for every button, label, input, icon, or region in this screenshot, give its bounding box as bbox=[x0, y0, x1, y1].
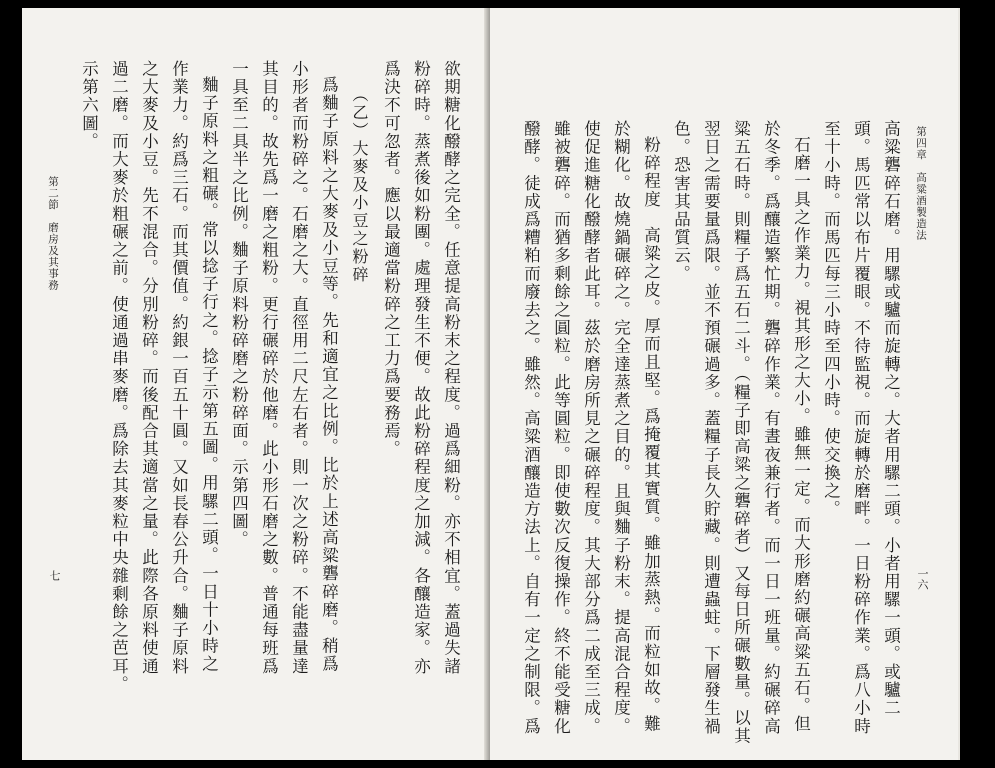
right-col-1: 高粱礱碎石磨。用騾或驢而旋轉之。大者用騾二頭。小者用騾一頭。或驢二 bbox=[881, 120, 901, 718]
right-col-4: 石磨一具之作業力。視其形之大小。雖無一定。而大形磨約碾高粱五石。但 bbox=[791, 136, 811, 734]
book-spread bbox=[22, 8, 970, 760]
right-running-header: 第四章 高粱酒製造法 bbox=[915, 126, 927, 241]
left-col-8: 一具至二具半之比例。麯子原料粉碎磨之粉碎面。示第四圖。 bbox=[229, 60, 249, 549]
right-col-8: 色。恐害其品質云。 bbox=[671, 120, 691, 283]
right-col-13: 醱酵。徒成爲糟粕而廢去之。雖然。高粱酒釀造方法上。自有一定之制限。爲 bbox=[521, 120, 541, 736]
left-page-number: 七 bbox=[48, 570, 61, 581]
left-col-3: 爲決不可忽者。應以最適當粉碎之工力爲要務焉。 bbox=[381, 60, 401, 459]
left-col-11: 之大麥及小豆。先不混合。分別粉碎。而後配合其適當之量。此際各原料使通 bbox=[139, 60, 159, 676]
right-col-5: 於冬季。爲釀造繁忙期。礱碎作業。有晝夜兼行者。而一日一班量。約碾碎高 bbox=[761, 120, 781, 736]
right-col-9: 粉碎程度 高粱之皮。厚而且堅。爲掩覆其實質。雖加蒸熱。而粒如故。難 bbox=[641, 136, 661, 734]
left-col-6: 小形者而粉碎之。石磨之大。直徑用二尺左右者。則一次之粉碎。不能盡量達 bbox=[289, 60, 309, 676]
left-page bbox=[22, 8, 489, 760]
right-col-7: 翌日之需要量爲限。並不預碾過多。蓋糧子長久貯藏。則遭蟲蛀。下層發生禍 bbox=[701, 120, 721, 736]
right-col-3: 至十小時。而馬匹每三小時至四小時。使交換之。 bbox=[821, 120, 841, 519]
left-col-1: 欲期糖化醱酵之完全。任意提高粉末之程度。過爲細粉。亦不相宜。蓋過失諸 bbox=[441, 60, 461, 676]
left-col-5: 爲麯子原料之大麥及小豆等。先和適宜之比例。比於上述高粱礱碎磨。稍爲 bbox=[319, 76, 339, 674]
right-col-12: 雖被礱碎。而猶多剩餘之圓粒。此等圓粒。即使數次反復操作。終不能受糖化 bbox=[551, 120, 571, 736]
right-page-number: 一六 bbox=[916, 568, 929, 590]
right-page bbox=[490, 8, 960, 760]
right-col-6: 粱五石時。則糧子爲五石二斗。（糧子即高粱之礱碎者）又每日所碾數量。以其 bbox=[731, 120, 751, 746]
left-col-10: 作業力。約爲三石。而其價值。約銀一百五十圓。又如長春公升合。麯子原料 bbox=[169, 60, 189, 676]
right-col-10: 於糊化。故燒鍋碾碎之。完全達蒸煮之目的。且與麯子粉末。提高混合程度。 bbox=[611, 120, 631, 736]
page-edge bbox=[958, 8, 960, 760]
right-col-11: 使促進糖化醱酵者此耳。茲於磨房所見之碾碎程度。其大部分爲二成至三成。 bbox=[581, 120, 601, 736]
left-col-7: 其目的。故先爲一磨之粗粉。更行碾碎於他磨。此小形石磨之數。普通每班爲 bbox=[259, 60, 279, 676]
left-col-2: 粉碎時。蒸煮後如粉團。處理發生不便。故此粉碎程度之加減。各釀造家。亦 bbox=[411, 60, 431, 676]
left-col-12: 過二磨。而大麥於粗碾之前。使通過串麥磨。爲除去其麥粒中央雜剩餘之芭耳。 bbox=[109, 60, 129, 694]
left-section-heading: （乙）大麥及小豆之粉碎 bbox=[350, 86, 369, 284]
left-running-header: 第二節 磨房及其事務 bbox=[47, 176, 59, 291]
right-col-2: 頭。馬匹常以布片覆眼。不待監視。而旋轉於磨畔。一日粉碎作業。爲八小時 bbox=[851, 120, 871, 736]
left-col-13: 示第六圖。 bbox=[79, 60, 99, 151]
left-col-9: 麯子原料之粗碾。常以捻子行之。捻子示第五圖。用騾二頭。一日十小時之 bbox=[199, 76, 219, 674]
